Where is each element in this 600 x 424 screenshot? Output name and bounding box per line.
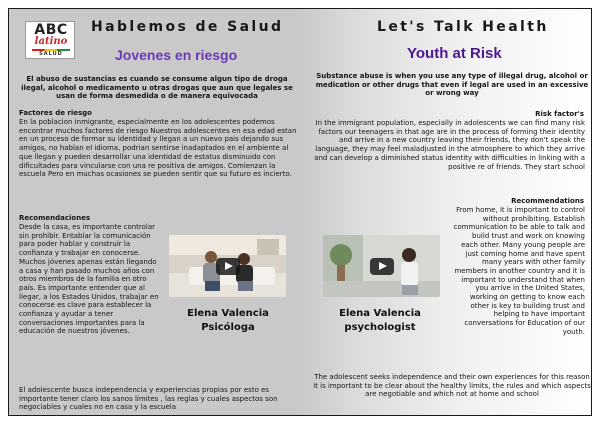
logo-salud-text: SALUD <box>39 51 63 57</box>
logo-abc-text: ABC <box>34 22 68 38</box>
english-header: Let's Talk Health <box>377 19 549 35</box>
spanish-recommendations-text: Desde la casa, es importante controlar sin prohibir. Entablar la comunicación para poder hablar y construir la confianza y trabajar en conocerse. Muchos jóvenes apenas están llegando a casa y han pasado muchos años con otros miembros de la familia en otro país. Es importante entender que al llegar, a los Estados Unidos, trabajar en conocerse es clave para establecer la confianza y ayudar a tener conversaciones importantes para la educación de nuestros jóvenes. <box>19 223 159 336</box>
english-video-thumbnail[interactable] <box>323 235 440 297</box>
spanish-risk-heading: Factores de riesgo <box>19 109 92 117</box>
logo-latino-text: latino <box>34 36 68 47</box>
spanish-panel <box>9 9 300 415</box>
spanish-video-thumbnail[interactable] <box>169 235 286 297</box>
spanish-title: Jovenes en riesgo <box>115 47 238 63</box>
english-presenter-name: Elena Valencia <box>339 308 421 319</box>
english-title: Youth at Risk <box>407 45 502 62</box>
english-risk-heading: Risk factor's <box>535 110 584 118</box>
spanish-presenter-name: Elena Valencia <box>187 308 269 319</box>
english-presenter-role: psychologist <box>344 322 416 333</box>
spanish-recommendations-heading: Recomendaciones <box>19 214 91 222</box>
abc-latino-salud-logo <box>25 21 75 59</box>
spanish-closing-text: El adolescente busca independencia y experiencias propias por esto es importante tener claro los sanos límites , las reglas y cuales aspectos son negociables y cuales no en casa y la escuela <box>19 386 278 412</box>
spanish-intro: El abuso de sustancias es cuando se consume algun tipo de droga ilegal, alcohol o medicamento u otras drogas que aun que legales se usan de forma desmedida o de manera equivocada <box>21 75 293 101</box>
play-icon[interactable] <box>216 258 240 275</box>
english-recommendations-heading: Recommendations <box>511 197 584 205</box>
spanish-risk-text: En la poblacion inmigrante, especialmente en los adolescentes podemos encontrar muchos factores de riesgo Nuestros adolescentes en esa edad estan en un proceso de formar su identidad y llegan a un nuevo pais dejando sus amigos, no hablan el idioma, podrian sentirse inadaptados en el ambiente al que llegan y pueden desarrollar una identidad de estatus disminuido con dificultades para vincularse con una re positiva de amigos. Comienzan la escuela Pero en muchas ocasiones se pueden sentir que su futuro es incierto. <box>19 118 297 179</box>
english-recommendations-text: From home, it is important to control without prohibiting. Establish communication to be able to talk and build trust and work on knowing each other. Many young people are just coming home and have spent many years with other family members in another country and it is important to understand that when you arrive in the United States, working on getting to know each other is key to building trust and helping to have important conversations for Education of our youth. <box>453 206 585 336</box>
spanish-presenter-role: Psicóloga <box>201 322 255 333</box>
english-closing-text: The adolescent seeks independence and their own experiences for this reason it is important to be clear about the healthy limits, the rules and which aspects are negotiable and which not at home and school <box>313 373 591 399</box>
play-icon[interactable] <box>370 258 394 275</box>
flyer-frame <box>8 8 592 416</box>
english-intro: Substance abuse is when you use any type of illegal drug, alcohol or medication or other drugs that even if legal are used in an excessive or wrong way <box>315 72 589 98</box>
english-risk-text: In the immigrant population, especially in adolescents we can find many risk factors our teenagers in that age are in the process of forming their identity and arrive in a new country leaving their friends, they don't speak the language, they may feel maladjusted in the atmosphere to which they arrive and can develop a diminished status identity with difficulties in linking with a positive re of friends. They start school <box>314 119 585 171</box>
spanish-header: Hablemos de Salud <box>91 19 284 35</box>
